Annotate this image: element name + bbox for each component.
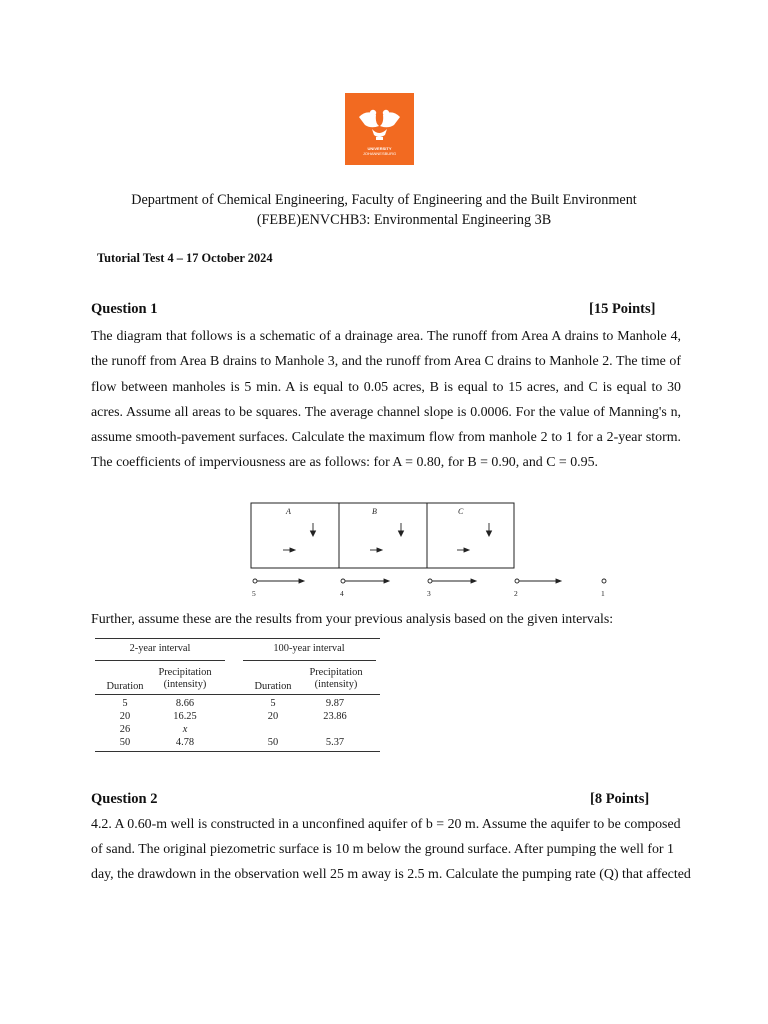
drainage-diagram	[245, 495, 615, 600]
logo-text-johannesburg: JOHANNESBURG	[362, 151, 397, 156]
table-cell: 26	[119, 724, 131, 735]
manhole-2	[515, 579, 519, 583]
question2-points: [8 Points]	[590, 791, 650, 807]
table-cell: 20	[267, 711, 279, 722]
manhole-5	[253, 579, 257, 583]
question2-line-1: 4.2. A 0.60-m well is constructed in a unconfined aquifer of b = 20 m. Assume the aquifer to be composed	[91, 817, 681, 832]
table-cell: 8.66	[175, 698, 195, 709]
area-label-b: B	[372, 507, 377, 516]
manhole-label-4: 4	[340, 589, 344, 598]
precipitation-table	[95, 636, 380, 754]
question2-line-3: day, the drawdown in the observation well 25 m away is 2.5 m. Calculate the pumping rate (Q) that affected	[91, 867, 691, 882]
table-header-duration-2yr: Duration	[106, 681, 144, 692]
table-group-100yr: 100-year interval	[273, 643, 345, 654]
table-header-rule	[95, 694, 380, 695]
manhole-3	[428, 579, 432, 583]
table-cell: 50	[267, 737, 279, 748]
logo-text-university: UNIVERSITY	[367, 146, 392, 151]
test-title: Tutorial Test 4 – 17 October 2024	[97, 251, 273, 265]
question1-body: The diagram that follows is a schematic of a drainage area. The runoff from Area A drains to Manhole 4, the runoff from Area B drains to Manhole 3, and the runoff from Area C drains to Manhole 2. The time of flow between manholes is 5 min. A is equal to 0.05 acres, B is equal to 15 acres, and C is equal to 30 acres. Assume all areas to be squares. The average channel slope is 0.0006. For the value of Manning's n, assume smooth-pavement surfaces. Calculate the maximum flow from manhole 2 to 1 for a 2-year storm. The coefficients of imperviousness are as follows: for A = 0.80, for B = 0.90, and C = 0.95.	[91, 329, 681, 471]
table-bottom-rule	[95, 751, 380, 752]
table-header-intensity-100yr: (intensity)	[314, 679, 358, 690]
table-header-duration-100yr: Duration	[254, 681, 292, 692]
manhole-label-1: 1	[601, 589, 605, 598]
table-group-rule	[95, 660, 225, 661]
question1-points: [15 Points]	[589, 301, 656, 317]
department-line: Department of Chemical Engineering, Faculty of Engineering and the Built Environment	[131, 192, 637, 208]
question1-title: Question 1	[91, 301, 158, 317]
table-header-precip-100yr: Precipitation	[309, 667, 363, 678]
table-cell: 4.78	[175, 737, 195, 748]
manhole-1	[602, 579, 606, 583]
table-cell: 50	[119, 737, 131, 748]
area-label-c: C	[458, 507, 464, 516]
table-cell: 23.86	[323, 711, 347, 722]
table-header-precip-2yr: Precipitation	[158, 667, 212, 678]
question2-line-2: of sand. The original piezometric surface is 10 m below the ground surface. After pumping the well for 1	[91, 842, 674, 857]
manhole-label-2: 2	[514, 589, 518, 598]
table-header-intensity-2yr: (intensity)	[163, 679, 207, 690]
table-cell: 5	[270, 698, 276, 709]
manhole-4	[341, 579, 345, 583]
table-cell: x	[182, 724, 188, 735]
table-top-rule	[95, 638, 380, 639]
manhole-label-3: 3	[427, 589, 431, 598]
table-cell: 16.25	[173, 711, 197, 722]
table-cell: 20	[119, 711, 131, 722]
question1-further-text: Further, assume these are the results from your previous analysis based on the given intervals:	[91, 612, 614, 627]
course-line: (FEBE)ENVCHB3: Environmental Engineering 3B	[256, 212, 552, 228]
university-logo	[345, 93, 414, 165]
area-label-a: A	[286, 507, 291, 516]
table-cell: 5.37	[325, 737, 345, 748]
table-cell: 5	[122, 698, 128, 709]
question2-title: Question 2	[91, 791, 158, 807]
table-cell: 9.87	[325, 698, 345, 709]
table-group-rule	[243, 660, 376, 661]
manhole-label-5: 5	[252, 589, 256, 598]
table-group-2yr: 2-year interval	[129, 643, 191, 654]
